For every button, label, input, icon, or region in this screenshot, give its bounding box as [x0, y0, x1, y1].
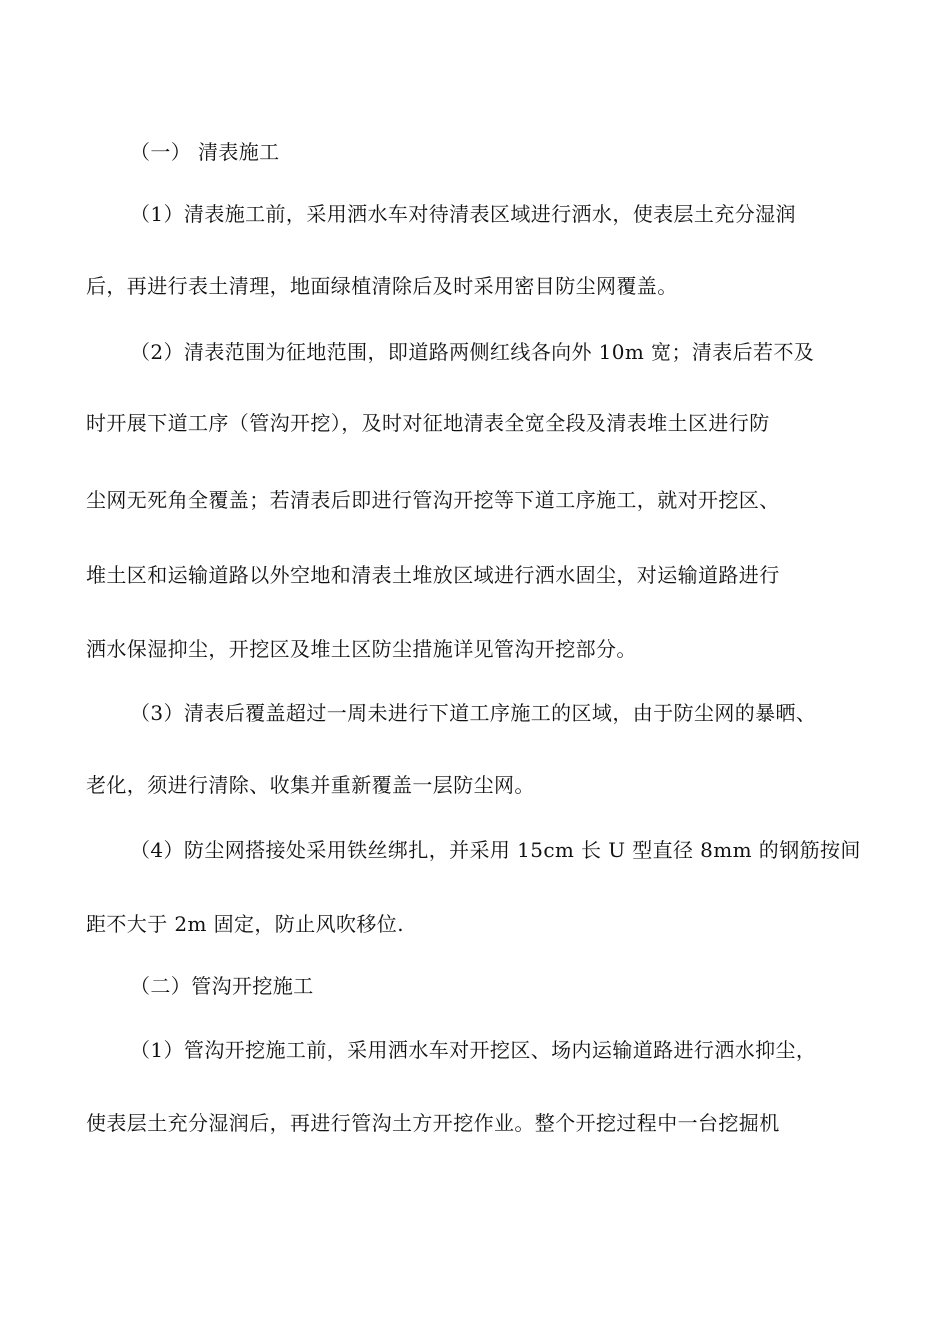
paragraph-line: 后，再进行表土清理，地面绿植清除后及时采用密目防尘网覆盖。 — [86, 274, 678, 298]
paragraph-line: （4）防尘网搭接处采用铁丝绑扎，并采用 15cm 长 U 型直径 8mm 的钢筋按间 — [130, 838, 861, 862]
paragraph-line: 使表层土充分湿润后，再进行管沟土方开挖作业。整个开挖过程中一台挖掘机 — [86, 1111, 780, 1135]
paragraph-line: 时开展下道工序（管沟开挖），及时对征地清表全宽全段及清表堆土区进行防 — [86, 411, 770, 435]
section-heading-2: （二）管沟开挖施工 — [130, 974, 314, 998]
paragraph-line: 老化，须进行清除、收集并重新覆盖一层防尘网。 — [86, 773, 535, 797]
paragraph-line: 洒水保湿抑尘，开挖区及堆土区防尘措施详见管沟开挖部分。 — [86, 637, 637, 661]
paragraph-line: 距不大于 2m 固定，防止风吹移位. — [86, 912, 404, 936]
paragraph-line: （3）清表后覆盖超过一周未进行下道工序施工的区域，由于防尘网的暴晒、 — [130, 701, 817, 725]
paragraph-line: （2）清表范围为征地范围，即道路两侧红线各向外 10m 宽；清表后若不及 — [130, 340, 815, 364]
paragraph-line: （1）管沟开挖施工前，采用洒水车对开挖区、场内运输道路进行洒水抑尘， — [130, 1038, 817, 1062]
paragraph-line: 尘网无死角全覆盖；若清表后即进行管沟开挖等下道工序施工，就对开挖区、 — [86, 488, 780, 512]
paragraph-line: 堆土区和运输道路以外空地和清表土堆放区域进行洒水固尘，对运输道路进行 — [86, 563, 780, 587]
section-heading-1: （一） 清表施工 — [130, 140, 280, 164]
paragraph-line: （1）清表施工前，采用洒水车对待清表区域进行洒水，使表层土充分湿润 — [130, 202, 796, 226]
